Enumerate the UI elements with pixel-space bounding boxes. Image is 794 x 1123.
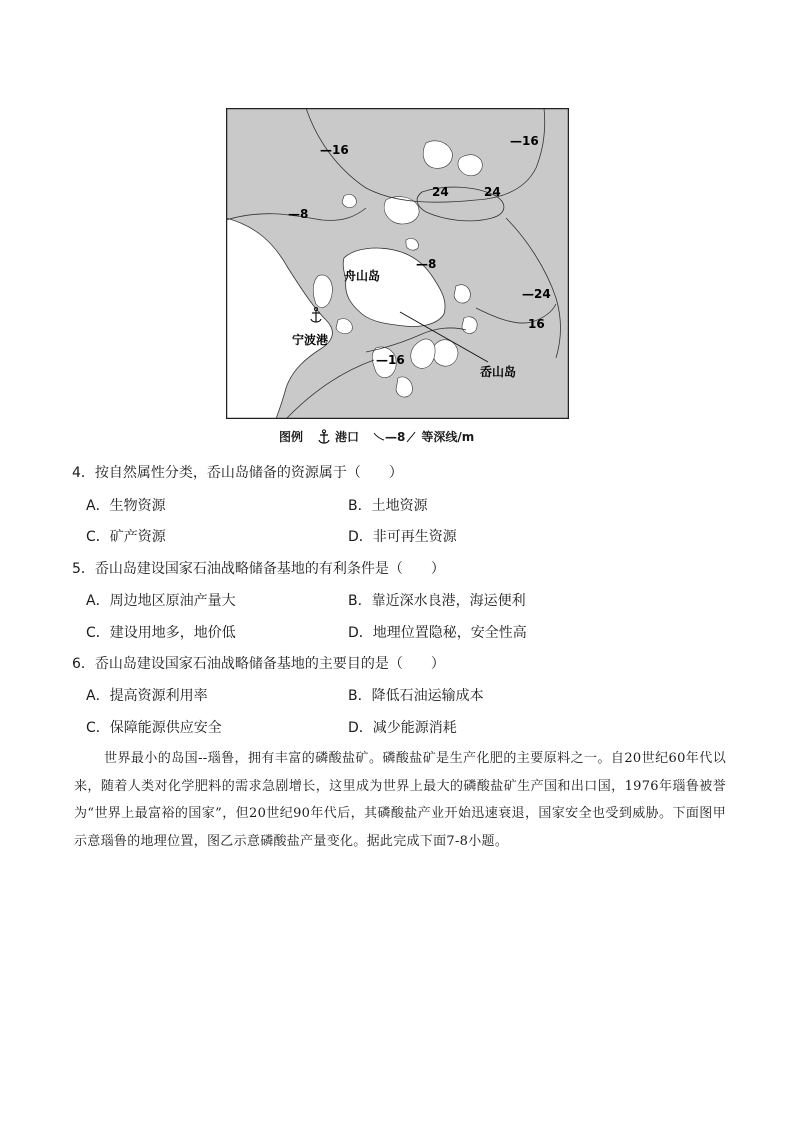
contour-label: 24 xyxy=(432,185,449,199)
contour-label: 16 xyxy=(528,317,545,331)
question-4-stem: 4．按自然属性分类，岙山岛储备的资源属于（ ） xyxy=(72,465,403,481)
contour-label: —16 xyxy=(510,134,539,148)
question-6-stem: 6．岙山岛建设国家石油战略储备基地的主要目的是（ ） xyxy=(72,656,445,672)
legend-isobath-value: —8 xyxy=(385,429,406,444)
question-5-option-a: A．周边地区原油产量大 xyxy=(86,593,236,609)
contour-label: 24 xyxy=(484,185,501,199)
question-4-option-c: C．矿产资源 xyxy=(86,529,166,545)
contour-label: —16 xyxy=(376,353,405,367)
question-4-option-b: B．土地资源 xyxy=(348,498,428,514)
anchor-icon xyxy=(317,429,331,445)
legend-port: 港口 xyxy=(335,430,360,444)
contour-label: —24 xyxy=(522,287,551,301)
zhoushan-map xyxy=(226,108,569,419)
small-island xyxy=(432,340,458,367)
contour-label: —8 xyxy=(416,257,437,271)
isobath-symbol-icon xyxy=(405,430,417,444)
question-4-option-a: A．生物资源 xyxy=(86,498,166,514)
question-6-option-d: D．减少能源消耗 xyxy=(348,720,457,736)
legend-isobath: 等深线/m xyxy=(421,430,475,444)
question-6-option-c: C．保障能源供应安全 xyxy=(86,720,222,736)
small-island xyxy=(342,194,356,207)
small-island xyxy=(462,317,477,334)
ningbo-port-label: 宁波港 xyxy=(292,333,329,347)
zhoushan-label: 舟山岛 xyxy=(344,269,381,283)
question-4-option-d: D．非可再生资源 xyxy=(348,529,457,545)
isobath-symbol-icon xyxy=(373,431,385,443)
contour-label: —16 xyxy=(320,143,349,157)
question-5-option-c: C．建设用地多，地价低 xyxy=(86,625,236,641)
contour-label: —8 xyxy=(288,207,309,221)
map-legend xyxy=(279,428,474,445)
question-5-option-d: D．地理位置隐秘，安全性高 xyxy=(348,625,527,641)
ceshan-label: 岙山岛 xyxy=(480,365,517,379)
question-5-option-b: B．靠近深水良港，海运便利 xyxy=(348,593,526,609)
map-figure xyxy=(226,108,569,419)
question-5-stem: 5．岙山岛建设国家石油战略储备基地的有利条件是（ ） xyxy=(72,561,445,577)
small-island xyxy=(454,285,470,303)
question-6-option-a: A．提高资源利用率 xyxy=(86,688,208,704)
question-6-option-b: B．降低石油运输成本 xyxy=(348,688,484,704)
nauru-passage: 世界最小的岛国--瑙鲁，拥有丰富的磷酸盐矿。磷酸盐矿是生产化肥的主要原料之一。自20世纪60年代以来，随着人类对化学肥料的需求急剧增长，这里成为世界上最大的磷酸盐矿生产国和出口国，1976年瑙鲁被誉为“世界上最富裕的国家”，但20世纪90年代后，其磷酸盐产业开始迅速衰退，国家安全也受到威胁。下面图甲示意瑙鲁的地理位置，图乙示意磷酸盐产量变化。据此完成下面7-8小题。 xyxy=(74,751,726,849)
legend-title: 图例 xyxy=(279,430,304,444)
